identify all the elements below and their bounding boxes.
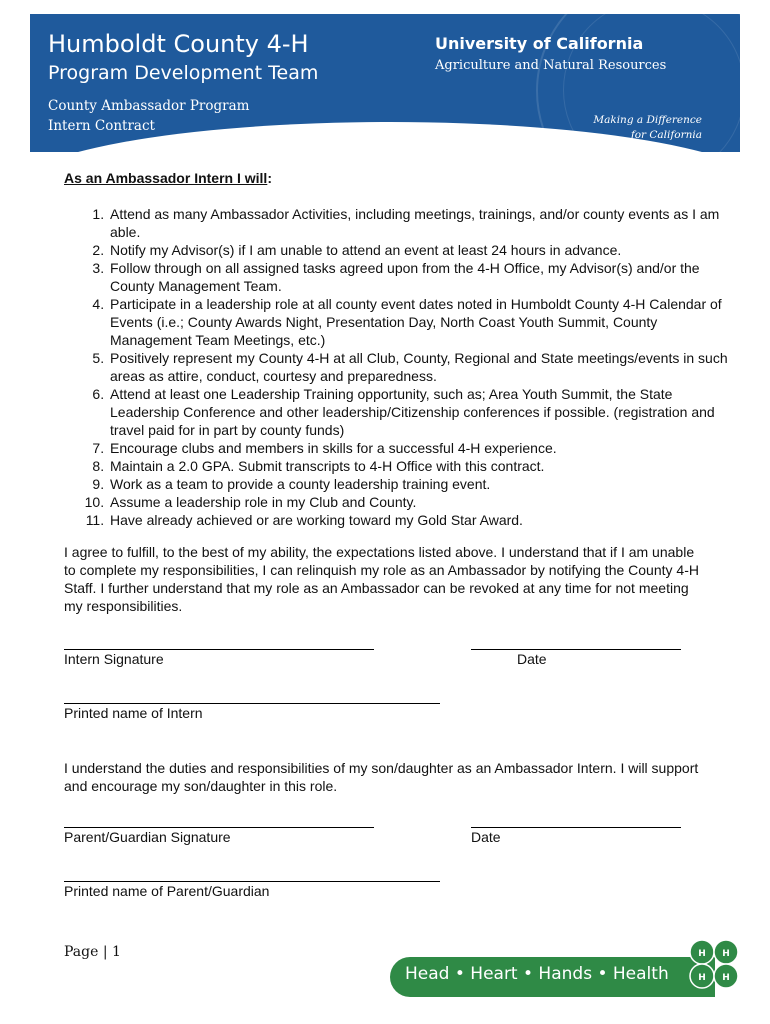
list-item: 1. Attend as many Ambassador Activities, including meetings, trainings, and/or county events as I am able. <box>108 205 728 241</box>
intern-signature-line[interactable] <box>64 649 374 650</box>
document-name: Intern Contract <box>48 118 155 134</box>
section-heading-text: As an Ambassador Intern I will <box>64 170 268 186</box>
duties-list <box>64 205 728 529</box>
list-item: 6. Attend at least one Leadership Training opportunity, such as; Area Youth Summit, the State Leadership Conference and other leadership/Citizenship conferences if possible. (registration and travel paid for in part by county funds) <box>108 385 728 439</box>
tagline-line-1: Making a Difference <box>593 114 702 126</box>
header-banner <box>30 14 740 152</box>
parent-date-line[interactable] <box>471 827 681 828</box>
parent-printed-name-line[interactable] <box>64 881 440 882</box>
parent-signature-label: Parent/Guardian Signature <box>64 829 231 845</box>
intern-signature-label: Intern Signature <box>64 651 164 667</box>
list-item: 2. Notify my Advisor(s) if I am unable to attend an event at least 24 hours in advance. <box>108 241 728 259</box>
program-title: Humboldt County 4-H <box>48 30 309 58</box>
parent-printed-name-label: Printed name of Parent/Guardian <box>64 883 270 899</box>
list-item: 8. Maintain a 2.0 GPA. Submit transcripts to 4-H Office with this contract. <box>108 457 728 475</box>
svg-text:H: H <box>698 973 706 983</box>
list-item: 9. Work as a team to provide a county leadership training event. <box>108 475 728 493</box>
program-subtitle: Program Development Team <box>48 62 319 84</box>
four-h-clover-icon <box>683 935 745 997</box>
intern-printed-name-label: Printed name of Intern <box>64 705 203 721</box>
list-item: 4. Participate in a leadership role at all county event dates noted in Humboldt County 4-H Calendar of Events (i.e.; County Awards Night, Presentation Day, North Coast Youth Summit, County Management Team Meetings, etc.) <box>108 295 728 349</box>
program-name: County Ambassador Program <box>48 98 250 114</box>
list-item: 11. Have already achieved or are working toward my Gold Star Award. <box>108 511 728 529</box>
svg-text:H: H <box>722 973 730 983</box>
svg-text:H: H <box>698 949 706 959</box>
parent-statement: I understand the duties and responsibilities of my son/daughter as an Ambassador Intern. I will support and encourage my son/daughter in this role. <box>64 760 699 794</box>
agreement-paragraph: I agree to fulfill, to the best of my ability, the expectations listed above. I understand that if I am unable to complete my responsibilities, I can relinquish my role as an Ambassador by notifying the County 4-H Staff. I further understand that my role as an Ambassador can be revoked at any time for not meeting my responsibilities. <box>64 544 699 614</box>
intern-date-label: Date <box>517 651 547 667</box>
list-item: 3. Follow through on all assigned tasks agreed upon from the 4-H Office, my Advisor(s) and/or the County Management Team. <box>108 259 728 295</box>
svg-text:H: H <box>722 949 730 959</box>
parent-signature-line[interactable] <box>64 827 374 828</box>
parent-date-label: Date <box>471 829 501 845</box>
list-item: 7. Encourage clubs and members in skills for a successful 4-H experience. <box>108 439 728 457</box>
page-number: Page | 1 <box>64 944 121 960</box>
university-logo-name: University of California <box>435 34 644 53</box>
tagline-line-2: for California <box>630 129 702 141</box>
intern-printed-name-line[interactable] <box>64 703 440 704</box>
list-item: 10. Assume a leadership role in my Club and County. <box>108 493 728 511</box>
footer-motto: Head • Heart • Hands • Health <box>405 964 669 984</box>
section-heading: As an Ambassador Intern I will: <box>64 170 272 186</box>
list-item: 5. Positively represent my County 4-H at all Club, County, Regional and State meetings/events in such areas as attire, conduct, courtesy and preparedness. <box>108 349 728 385</box>
university-logo-dept: Agriculture and Natural Resources <box>435 58 667 73</box>
intern-date-line[interactable] <box>471 649 681 650</box>
